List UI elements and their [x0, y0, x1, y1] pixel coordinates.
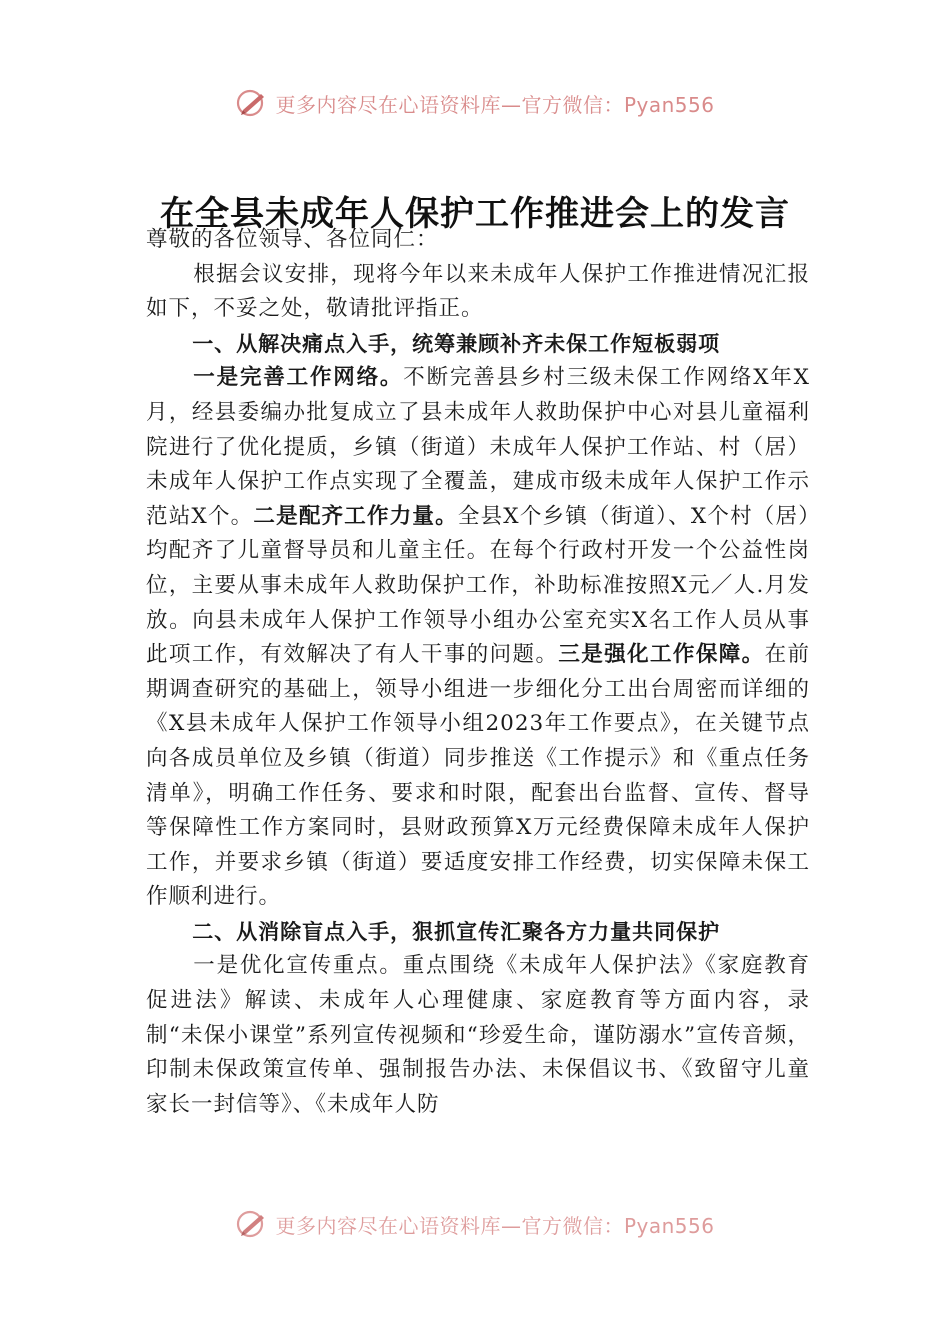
watermark-text: 更多内容尽在心语资料库—官方微信：Pyan556	[275, 1213, 715, 1238]
watermark-footer	[0, 1204, 950, 1244]
intro-paragraph: 根据会议安排，现将今年以来未成年人保护工作推进情况汇报如下，不妥之处，敬请批评指正。	[146, 261, 810, 322]
point-2-text: 全县X个乡镇（街道）、X个村（居）均配齐了儿童督导员和儿童主任。在每个行政村开发一个公益性岗位，主要从事未成年人救助保护工作，补助标准按照X元／人.月发放。向县未成年人保护工作领导小组办公室充实X名工作人员从事此项工作，有效解决了有人干事的问题。	[146, 503, 810, 668]
section-1-heading: 一、从解决痛点入手，统筹兼顾补齐未保工作短板弱项	[192, 331, 721, 356]
section-2-heading: 二、从消除盲点入手，狠抓宣传汇聚各方力量共同保护	[192, 919, 721, 944]
watermark-text: 更多内容尽在心语资料库—官方微信：Pyan556	[275, 92, 715, 117]
point-2-lead: 二是配齐工作力量。	[253, 503, 458, 529]
salutation: 尊敬的各位领导、各位同仁：	[146, 227, 439, 252]
pen-logo-icon	[235, 1209, 269, 1239]
document-body	[146, 223, 810, 1122]
page-title: 在全县未成年人保护工作推进会上的发言	[160, 194, 790, 234]
point-3-lead: 三是强化工作保障。	[558, 642, 765, 668]
point-1-text: 不断完善县乡村三级未保工作网络X年X月，经县委编办批复成立了县未成年人救助保护中心对县儿童福利院进行了优化提质，乡镇（街道）未成年人保护工作站、村（居）未成年人保护工作点实现了全覆盖，建成市级未成年人保护工作示范站X个。	[146, 365, 810, 529]
point-1-lead: 一是完善工作网络。	[193, 365, 404, 391]
section-2-paragraph: 一是优化宣传重点。重点围绕《未成年人保护法》《家庭教育促进法》解读、未成年人心理健康、家庭教育等方面内容，录制“未保小课堂”系列宣传视频和“珍爱生命，谨防溺水”宣传音频，印制未保政策宣传单、强制报告办法、未保倡议书、《致留守儿童家长一封信等》、《未成年人防	[146, 953, 810, 1117]
pen-logo-icon	[235, 88, 269, 118]
watermark-header	[0, 83, 950, 123]
point-3-text: 在前期调查研究的基础上，领导小组进一步细化分工出台周密而详细的《X县未成年人保护工作领导小组2023年工作要点》，在关键节点向各成员单位及乡镇（街道）同步推送《工作提示》和《重点任务清单》，明确工作任务、要求和时限，配套出台监督、宣传、督导等保障性工作方案同时，县财政预算X万元经费保障未成年人保护工作，并要求乡镇（街道）要适度安排工作经费，切实保障未保工作顺利进行。	[146, 642, 810, 910]
section-1-paragraph	[146, 361, 810, 915]
